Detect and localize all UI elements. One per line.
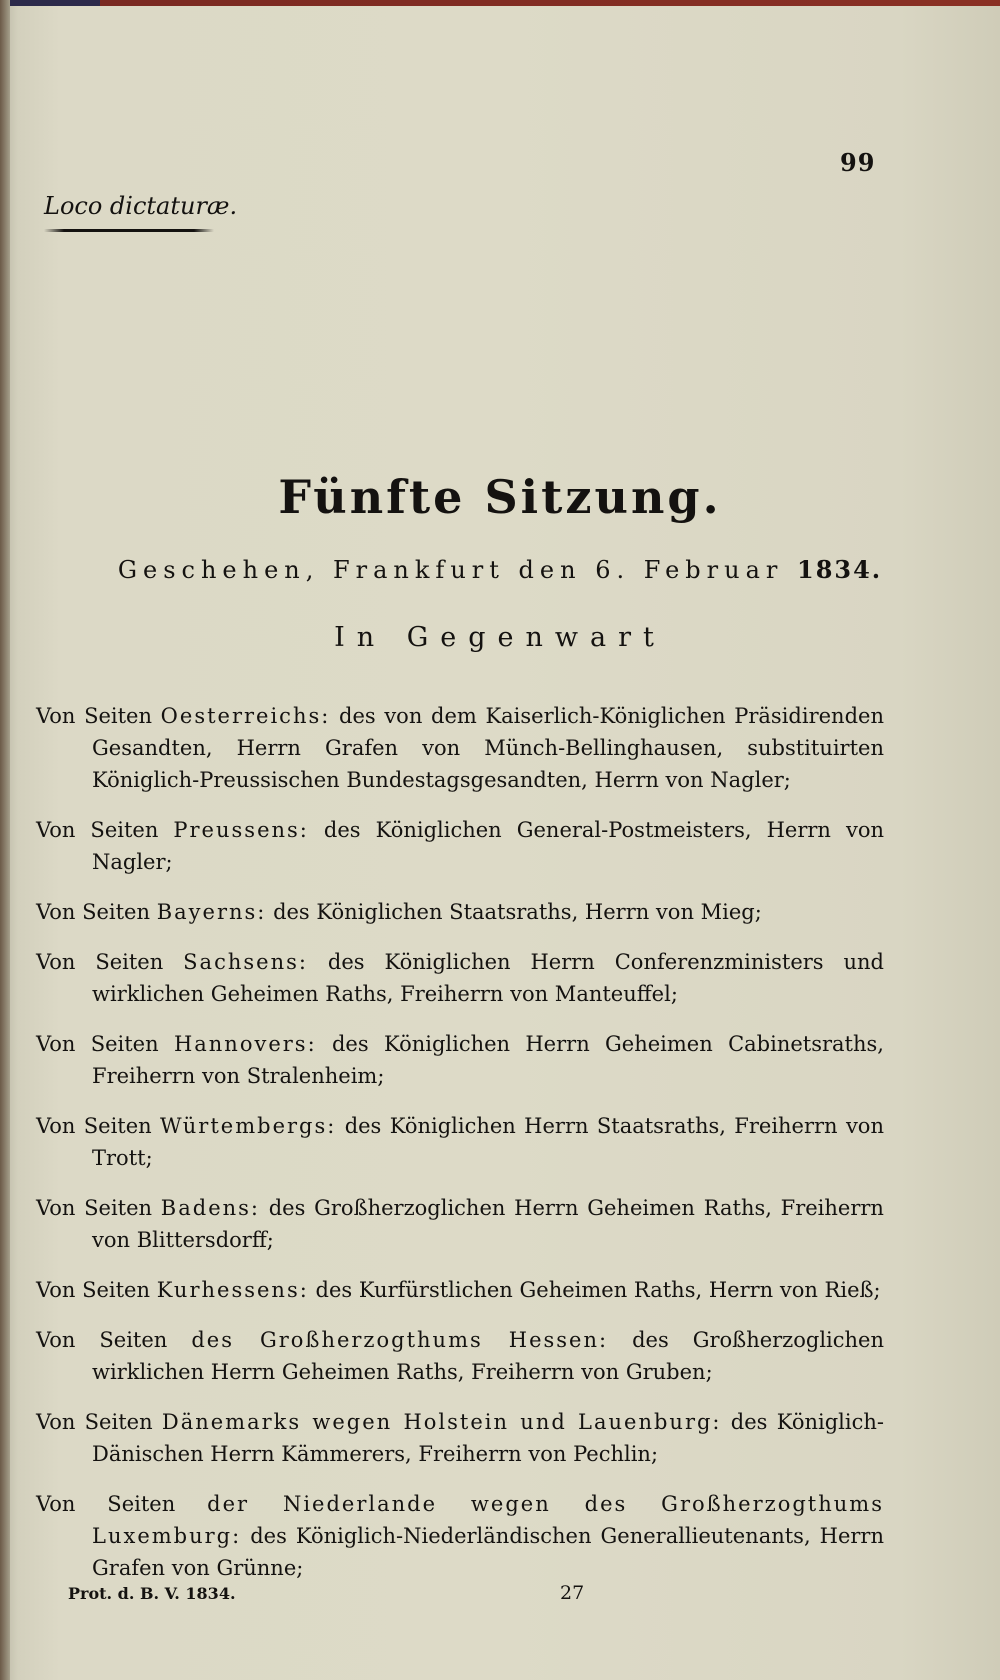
delegation-state: Badens:	[160, 1196, 260, 1220]
delegation-entry	[36, 1192, 884, 1256]
delegation-state: Kurhessens:	[156, 1278, 309, 1302]
delegation-prefix: Von Seiten	[36, 1196, 153, 1220]
delegation-entry	[36, 1028, 884, 1092]
delegation-entry	[36, 946, 884, 1010]
delegation-prefix: Von Seiten	[36, 1114, 152, 1138]
delegation-state: Würtembergs:	[160, 1114, 337, 1138]
page-gutter	[0, 0, 10, 1680]
delegation-entry	[36, 896, 884, 928]
sheet-number: 27	[560, 1582, 585, 1604]
delegation-state: der Niederlande wegen des Großherzogthums Luxemburg:	[92, 1492, 884, 1548]
delegation-entry	[36, 1488, 884, 1584]
delegation-prefix: Von Seiten	[36, 704, 152, 728]
binding-strip	[0, 0, 1000, 6]
delegation-entry	[36, 1324, 884, 1388]
delegation-text: des Königlich-Niederländischen Generallieutenants, Herrn Grafen von Grünne;	[92, 1524, 884, 1580]
delegation-entry	[36, 1406, 884, 1470]
delegation-text: des Königlichen Staatsraths, Herrn von Mieg;	[273, 900, 762, 924]
date-year: 1834.	[797, 555, 883, 584]
page-number: 99	[840, 148, 876, 177]
delegation-prefix: Von Seiten	[36, 1032, 159, 1056]
delegation-text: des Königlichen Herrn Conferenzministers und wirklichen Geheimen Raths, Freiherrn von Manteuffel;	[92, 950, 884, 1006]
delegation-prefix: Von Seiten	[36, 1278, 151, 1302]
delegation-entry	[36, 1110, 884, 1174]
delegation-state: Oesterreichs:	[160, 704, 331, 728]
date-day: 6.	[595, 556, 631, 584]
delegation-text: des Kurfürstlichen Geheimen Raths, Herrn von Rieß;	[315, 1278, 881, 1302]
delegation-text: des Königlichen Herrn Staatsraths, Freiherrn von Trott;	[92, 1114, 884, 1170]
marginal-note: Loco dictaturæ.	[44, 192, 238, 220]
delegation-text: des Großherzoglichen Herrn Geheimen Raths, Freiherrn von Blittersdorff;	[92, 1196, 884, 1252]
presence-heading: In Gegenwart	[334, 622, 666, 653]
delegation-state: des Großherzogthums Hessen:	[191, 1328, 609, 1352]
session-title: Fünfte Sitzung.	[278, 470, 722, 524]
date-month: Februar	[643, 556, 784, 584]
delegation-prefix: Von Seiten	[36, 900, 151, 924]
delegation-state: Sachsens:	[183, 950, 308, 974]
delegation-prefix: Von Seiten	[36, 1410, 153, 1434]
delegation-text: des Königlichen Herrn Geheimen Cabinetsraths, Freiherrn von Stralenheim;	[92, 1032, 884, 1088]
delegation-state: Hannovers:	[173, 1032, 317, 1056]
delegation-text: des Königlichen General-Postmeisters, Herrn von Nagler;	[92, 818, 884, 874]
delegation-prefix: Von Seiten	[36, 950, 164, 974]
delegation-text: des von dem Kaiserlich-Königlichen Präsidirenden Gesandten, Herrn Grafen von Münch-Bellinghausen, substituirten Königlich-Preussischen Bundestagsgesandten, Herrn von Nagler;	[92, 704, 884, 792]
date-line	[0, 555, 1000, 584]
delegation-prefix: Von Seiten	[36, 1328, 168, 1352]
marginal-note-rule	[44, 229, 214, 232]
delegation-state: Bayerns:	[156, 900, 267, 924]
delegation-prefix: Von Seiten	[36, 1492, 176, 1516]
delegation-state: Preussens:	[173, 818, 309, 842]
delegation-entry	[36, 814, 884, 878]
delegation-entry	[36, 700, 884, 796]
delegation-entry	[36, 1274, 884, 1306]
delegation-prefix: Von Seiten	[36, 818, 159, 842]
date-prefix: Geschehen, Frankfurt den	[117, 556, 582, 584]
delegation-list	[36, 700, 884, 1584]
delegation-text: des Königlich-Dänischen Herrn Kämmerers, Freiherrn von Pechlin;	[92, 1410, 884, 1466]
delegation-text: des Großherzoglichen wirklichen Herrn Geheimen Raths, Freiherrn von Gruben;	[92, 1328, 885, 1384]
delegation-state: Dänemarks wegen Holstein und Lauenburg:	[161, 1410, 722, 1434]
signature-mark: Prot. d. B. V. 1834.	[68, 1584, 236, 1603]
